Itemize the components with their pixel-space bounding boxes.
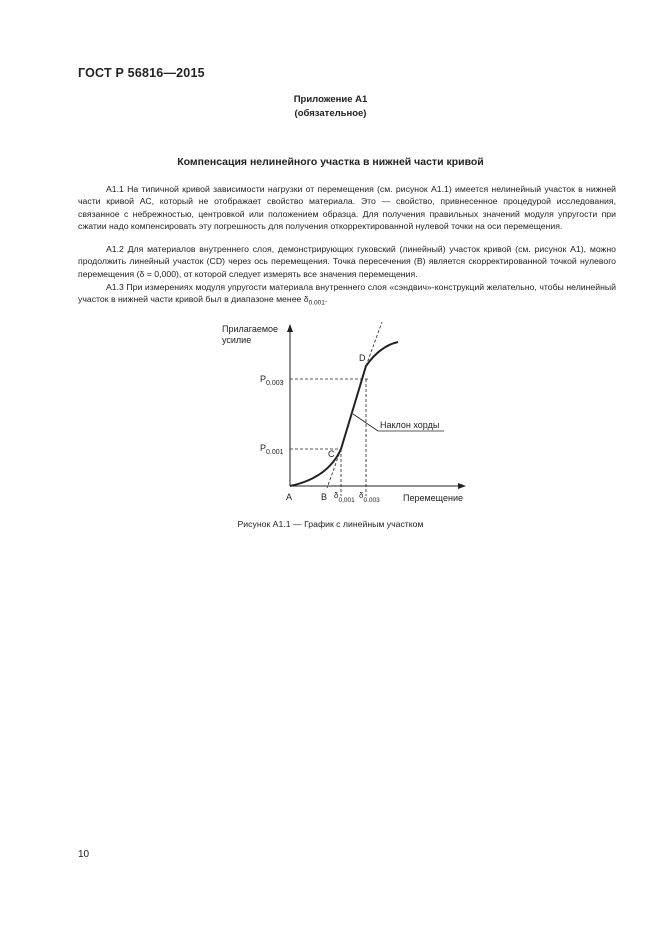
- section-title: Компенсация нелинейного участка в нижней части кривой: [177, 156, 484, 168]
- y-axis-arrow: [287, 324, 293, 332]
- y-axis-label-line1: Прилагаемое: [222, 324, 279, 334]
- page-number: 10: [78, 849, 90, 860]
- chord-label: Наклон хорды: [380, 420, 440, 430]
- delta003-label: $\delta_{0.003}$: [359, 491, 380, 504]
- load-displacement-figure: [200, 318, 480, 518]
- paragraph-text: [78, 281, 616, 311]
- paragraph-text: А1.1 На типичной кривой зависимости нагрузки от перемещения (см. рисунок А1.1) имеется нелинейный участок в нижней части кривой АС, который не отображает свойство материала. Это — свойство, привнесенное процедурой исследования, связанное с небрежностью, центровкой или положением образца. Для получения правильных значений модуля упругости при сжатии надо компенсировать эту погрешность для получения откорректированной нулевой точки на оси перемещения.: [78, 184, 616, 232]
- figure-caption: Рисунок А1.1 — График с линейным участком: [237, 519, 424, 529]
- p001-label: $P_{0.001}$: [260, 443, 284, 456]
- point-b-label: B: [321, 492, 328, 502]
- delta001-label: $\delta_{0,001}$: [334, 491, 355, 504]
- x-axis-arrow: [458, 483, 466, 489]
- delta-symbol: δ: [303, 294, 309, 305]
- sentence-end: .: [324, 294, 328, 305]
- chord-leader: [353, 414, 378, 431]
- p003-label: $P_{0.003}$: [260, 374, 284, 387]
- x-axis-label: Перемещение: [403, 493, 463, 503]
- paragraph-body: А1.3 При измерениях модуля упругости материала внутреннего слоя «сэндвич»-конструкций желательно, чтобы нелинейный участок в нижней части кривой был в диапазоне менее: [78, 282, 616, 305]
- y-axis-label-line2: усилие: [222, 335, 252, 345]
- paragraph-a1-3: [78, 281, 616, 311]
- point-d-label: D: [359, 353, 366, 363]
- standard-header: ГОСТ Р 56816—2015: [78, 66, 205, 80]
- appendix-title: Приложение А1: [293, 94, 368, 105]
- point-a-label: A: [286, 492, 293, 502]
- chord-extension-upper: [366, 322, 382, 366]
- load-curve: [290, 342, 398, 486]
- appendix-status: (обязательное): [294, 108, 367, 119]
- paragraph-a1-2: [78, 243, 616, 280]
- delta-subscript: 0.001: [308, 300, 325, 308]
- paragraph-a1-1: [78, 183, 616, 233]
- paragraph-text: А1.2 Для материалов внутреннего слоя, демонстрирующих гуковский (линейный) участок кривой (см. рисунок А1), можно продолжить линейный участок (CD) через ось перемещения. Точка пересечения (В) является скорректированной точкой нулевого перемещения (δ = 0,000), от которой следует измерять все значения перемещения.: [78, 244, 616, 279]
- point-c-label: C: [328, 449, 335, 459]
